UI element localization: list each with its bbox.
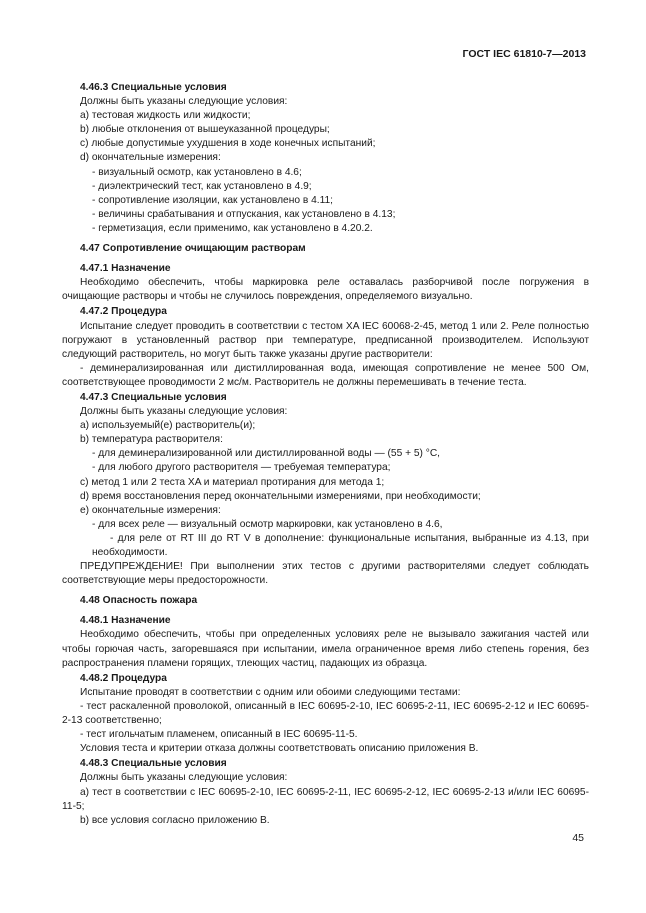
section-heading: 4.47.1 Назначение — [80, 263, 171, 275]
paragraph: - для реле от RT III до RT V в дополнение: функциональные испытания, выбранные из 4.13, при необходимости. — [92, 532, 589, 558]
paragraph: c) метод 1 или 2 теста XA и материал протирания для метода 1; — [80, 476, 385, 488]
document-header: ГОСТ IEC 61810-7—2013 — [462, 48, 586, 60]
paragraph: Условия теста и критерии отказа должны соответствовать описанию приложения В. — [80, 743, 479, 755]
paragraph: a) используемый(е) растворитель(и); — [80, 420, 256, 432]
paragraph: b) все условия согласно приложению В. — [80, 814, 270, 826]
paragraph: b) любые отклонения от вышеуказанной процедуры; — [80, 124, 330, 136]
paragraph: c) любые допустимые ухудшения в ходе конечных испытаний; — [80, 138, 376, 150]
section-heading: 4.48.2 Процедура — [80, 672, 167, 684]
paragraph: - герметизация, если применимо, как установлено в 4.20.2. — [92, 222, 373, 234]
paragraph: d) окончательные измерения: — [80, 152, 221, 164]
paragraph: - величины срабатывания и отпускания, как установлено в 4.13; — [92, 208, 396, 220]
paragraph: e) окончательные измерения: — [80, 504, 221, 516]
paragraph: - визуальный осмотр, как установлено в 4.6; — [92, 166, 302, 178]
paragraph: - диэлектрический тест, как установлено в 4.9; — [92, 180, 312, 192]
section-heading: 4.47.2 Процедура — [80, 306, 167, 318]
paragraph: Испытание следует проводить в соответствии с тестом XA IEC 60068-2-45, метод 1 или 2. Реле полностью погружают в установленный раствор при температуре, предписанной производителем. Используют следующий растворитель, но могут быть также указаны другие растворители: — [62, 320, 589, 360]
section-heading: 4.48.3 Специальные условия — [80, 758, 227, 770]
section-heading: 4.48.1 Назначение — [80, 615, 171, 627]
paragraph: Необходимо обеспечить, чтобы маркировка реле оставалась разборчивой после погружения в очищающие растворы и чтобы не случилось повреждения, определяемого визуально. — [62, 277, 589, 303]
paragraph: a) тест в соответствии с IEC 60695-2-10, IEC 60695-2-11, IEC 60695-2-12, IEC 60695-2-13 и/или IEC 60695-11-5; — [62, 786, 589, 812]
section-heading: 4.47 Сопротивление очищающим растворам — [80, 243, 306, 255]
paragraph: - для деминерализированной или дистиллированной воды — (55 + 5) °С, — [92, 448, 441, 460]
paragraph: - деминерализированная или дистиллированная вода, имеющая сопротивление не менее 500 Ом, соответствующее проводимости 2 мс/м. Растворитель не должны перемешивать в течение теста. — [62, 362, 589, 388]
paragraph: Должны быть указаны следующие условия: — [80, 406, 288, 418]
page-number: 45 — [572, 832, 584, 844]
paragraph: d) время восстановления перед окончательными измерениями, при необходимости; — [80, 490, 481, 502]
document-body — [62, 80, 589, 828]
paragraph: - для любого другого растворителя — требуемая температура; — [92, 462, 391, 474]
paragraph: - для всех реле — визуальный осмотр маркировки, как установлено в 4.6, — [92, 518, 443, 530]
paragraph: - тест игольчатым пламенем, описанный в IEC 60695-11-5. — [80, 729, 358, 741]
paragraph: Должны быть указаны следующие условия: — [80, 772, 288, 784]
paragraph: a) тестовая жидкость или жидкости; — [80, 110, 251, 122]
paragraph: Испытание проводят в соответствии с одним или обоими следующими тестами: — [80, 686, 461, 698]
section-heading: 4.48 Опасность пожара — [80, 595, 198, 607]
section-heading: 4.46.3 Специальные условия — [80, 82, 227, 93]
paragraph: - сопротивление изоляции, как установлено в 4.11; — [92, 194, 333, 206]
section-heading: 4.47.3 Специальные условия — [80, 391, 227, 403]
paragraph: Должны быть указаны следующие условия: — [80, 96, 288, 108]
paragraph: Необходимо обеспечить, чтобы при определенных условиях реле не вызывало зажигания частей или чтобы горючая часть, загоревшаяся при испытании, имела ограниченное время либо степень горения, без распространения пламени горящих, тлеющих частиц, падающих из образца. — [62, 629, 589, 669]
paragraph: b) температура растворителя: — [80, 434, 223, 446]
paragraph: ПРЕДУПРЕЖДЕНИЕ! При выполнении этих тестов с другими растворителями следует соблюдать соответствующие меры предосторожности. — [62, 561, 589, 587]
paragraph: - тест раскаленной проволокой, описанный в IEC 60695-2-10, IEC 60695-2-11, IEC 60695-2-12 и IEC 60695-2-13 соответственно; — [62, 700, 589, 727]
